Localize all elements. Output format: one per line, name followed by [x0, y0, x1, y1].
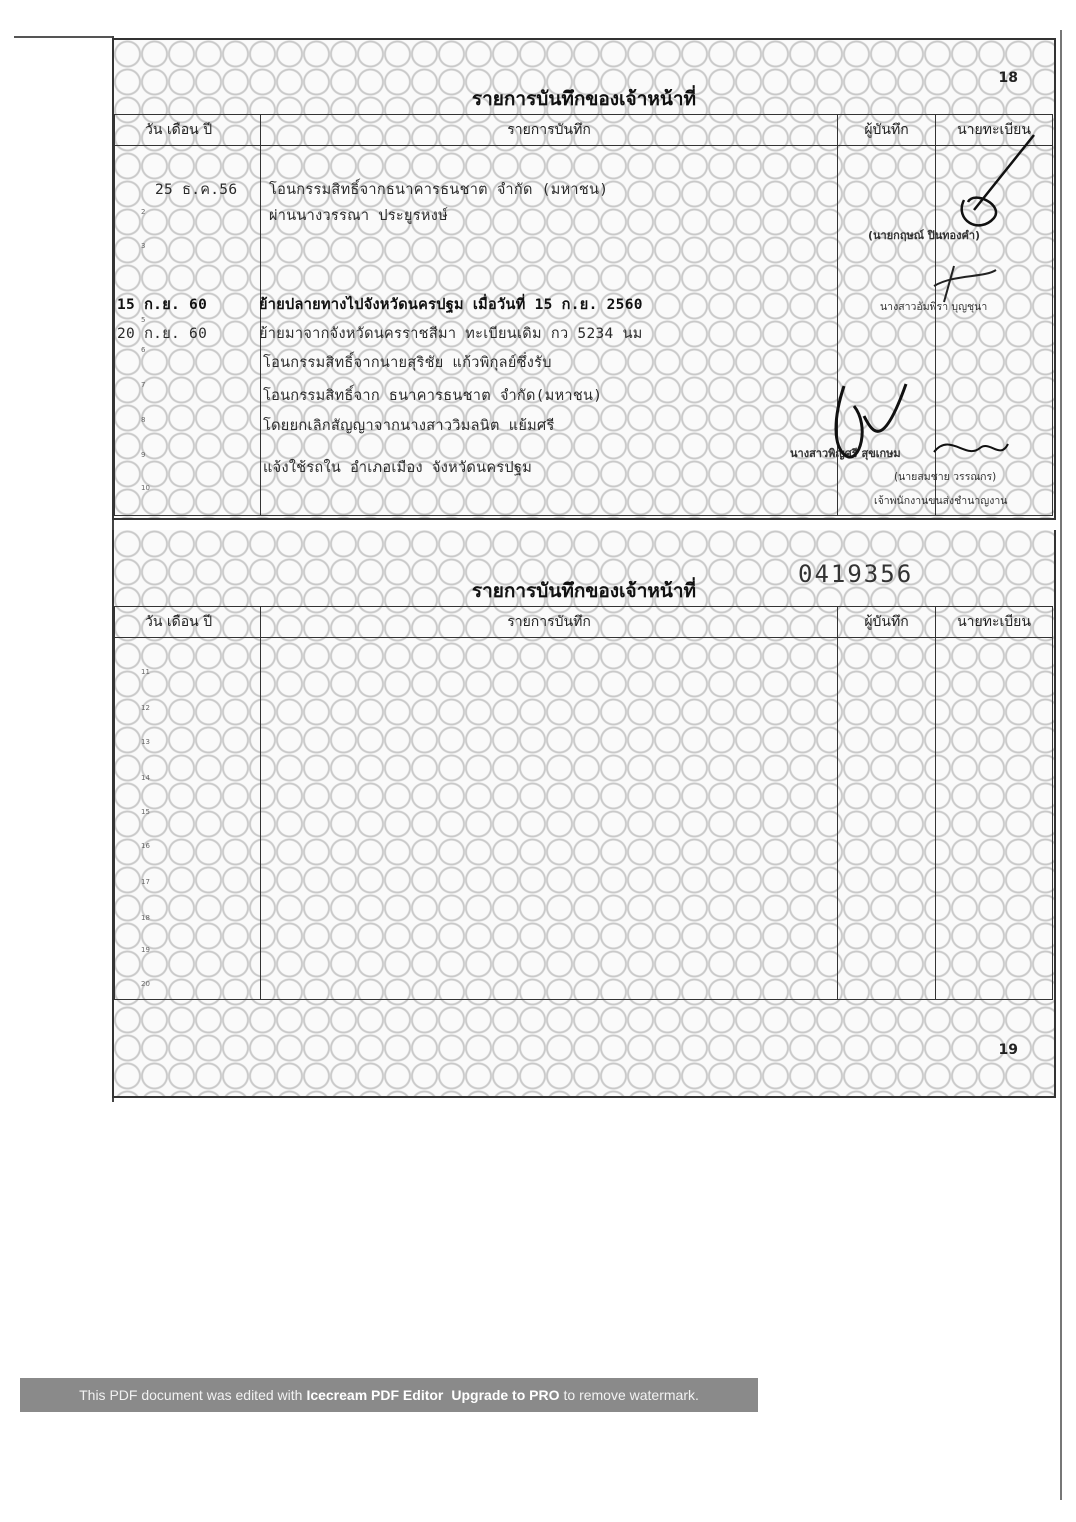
- record-table: [114, 606, 1053, 1000]
- header-date: วัน เดือน ปี: [115, 607, 261, 638]
- entry-text: ผ่านนางวรรณา ประยูรหงษ์: [269, 208, 448, 224]
- date-column: [115, 146, 261, 516]
- scan-edge-right: [1060, 30, 1062, 1500]
- watermark-text: to remove watermark.: [563, 1387, 699, 1403]
- line-number: 14: [141, 774, 150, 782]
- signature-mark: [934, 130, 1044, 270]
- registrar-column: [936, 638, 1053, 1000]
- signature-mark: [930, 430, 1010, 470]
- header-registrar: นายทะเบียน: [936, 607, 1053, 638]
- header-date: วัน เดือน ปี: [115, 115, 261, 146]
- table-header-row: [115, 115, 1053, 146]
- line-number: 11: [141, 668, 150, 676]
- line-number: 10: [141, 484, 150, 492]
- watermark-text: This PDF document was edited with: [79, 1387, 303, 1403]
- officer-stamp: นางสาวพิญศรี สุขเกษม: [790, 447, 901, 460]
- record-sheet-lower: [112, 530, 1056, 1098]
- entry-text: ย้ายปลายทางไปจังหวัดนครปฐม เมื่อวันที่ 15 ก.ย. 2560: [259, 297, 643, 313]
- line-number: 19: [141, 946, 150, 954]
- page-number: 18: [998, 70, 1018, 86]
- entry-text: ย้ายมาจากจังหวัดนครราชสีมา ทะเบียนเดิม กว 5234 นม: [259, 326, 643, 342]
- document-number: 0419356: [798, 560, 914, 588]
- line-number: 7: [141, 381, 146, 389]
- header-recorder: ผู้บันทึก: [838, 607, 936, 638]
- line-number: 16: [141, 842, 150, 850]
- line-number: 3: [141, 242, 146, 250]
- watermark-upgrade-link[interactable]: Upgrade to PRO: [451, 1387, 560, 1403]
- line-number: 18: [141, 914, 150, 922]
- entry-text: แจ้งใช้รถใน อำเภอเมือง จังหวัดนครปฐม: [263, 460, 533, 476]
- line-number: 17: [141, 878, 150, 886]
- page-number: 19: [998, 1042, 1018, 1058]
- entry-text: โดยยกเลิกสัญญาจากนางสาววิมลนิต แย้มศรี: [263, 418, 555, 434]
- line-number: 12: [141, 704, 150, 712]
- header-recorder: ผู้บันทึก: [838, 115, 936, 146]
- section-title: รายการบันทึกของเจ้าหน้าที่: [471, 88, 697, 110]
- table-body-row: [115, 638, 1053, 1000]
- signature-mark: [924, 264, 1004, 308]
- entry-date: 15 ก.ย. 60: [117, 297, 208, 313]
- header-record: รายการบันทึก: [261, 115, 838, 146]
- line-number: 20: [141, 980, 150, 988]
- scan-edge-top: [14, 36, 114, 38]
- recorder-column: [838, 638, 936, 1000]
- officer-stamp: (นายกฤษณ์ ปินทองคำ): [868, 229, 981, 242]
- entry-text: โอนกรรมสิทธิ์จากนายสุริชัย แก้วพิกุลย์ซึ่งรับ: [263, 355, 552, 371]
- line-number: 5: [141, 316, 146, 324]
- record-column: [261, 638, 838, 1000]
- line-number: 6: [141, 346, 146, 354]
- officer-stamp: นางสาวอัมพิรา บุญชุนา: [880, 301, 988, 313]
- record-sheet-upper: [112, 38, 1056, 520]
- entry-text: โอนกรรมสิทธิ์จาก ธนาคารธนชาต จำกัด(มหาชน): [263, 388, 603, 404]
- watermark-product: Icecream PDF Editor: [306, 1387, 444, 1403]
- line-number: 9: [141, 451, 146, 459]
- officer-stamp: เจ้าพนักงานขนส่งชำนาญงาน: [874, 495, 1008, 507]
- entry-date: 20 ก.ย. 60: [117, 326, 208, 342]
- section-title: รายการบันทึกของเจ้าหน้าที่: [471, 580, 697, 602]
- header-registrar: นายทะเบียน: [936, 115, 1053, 146]
- line-number: 2: [141, 208, 146, 216]
- watermark-banner: [20, 1378, 758, 1412]
- entry-date: 25 ธ.ค.56: [155, 182, 238, 198]
- entry-text: โอนกรรมสิทธิ์จากธนาคารธนชาต จำกัด (มหาชน): [269, 182, 609, 198]
- signature-mark: [824, 376, 914, 466]
- line-number: 8: [141, 416, 146, 424]
- header-record: รายการบันทึก: [261, 607, 838, 638]
- table-header-row: [115, 607, 1053, 638]
- date-column: [115, 638, 261, 1000]
- line-number: 15: [141, 808, 150, 816]
- line-number: 13: [141, 738, 150, 746]
- officer-stamp: (นายสมชาย วรรณกร): [894, 471, 997, 483]
- record-column: [261, 146, 838, 516]
